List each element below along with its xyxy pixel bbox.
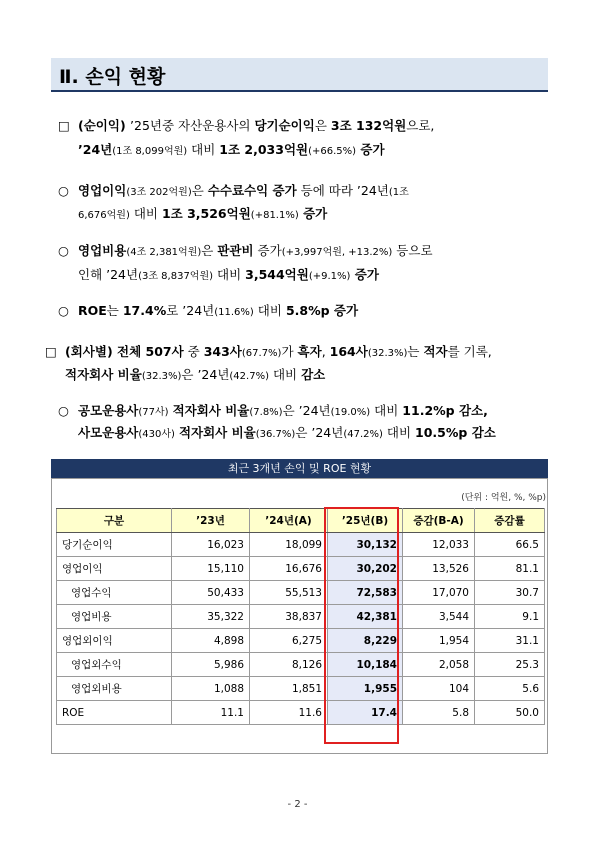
text-run: 대비 bbox=[370, 403, 403, 418]
paragraph-operating-profit-line1 bbox=[58, 182, 409, 202]
paragraph-operating-profit-line2 bbox=[78, 205, 327, 225]
text-run: 대비 bbox=[213, 267, 246, 282]
text-run: 인해 ’24년 bbox=[78, 267, 139, 282]
paragraph-runs bbox=[78, 425, 496, 440]
text-run: ’24년 bbox=[78, 142, 113, 157]
circle-bullet: ○ bbox=[58, 183, 69, 198]
text-run: (3조 202억원) bbox=[126, 187, 192, 198]
text-run: (회사별) 전체 bbox=[65, 344, 146, 359]
cell: 50.0 bbox=[475, 701, 545, 725]
text-run: 등에 따라 ’24년 bbox=[296, 183, 389, 198]
paragraph-fund-type-line2 bbox=[78, 424, 496, 444]
cell-highlight: 17.4 bbox=[328, 701, 403, 725]
paragraph-runs bbox=[78, 303, 358, 318]
cell: 11.6 bbox=[250, 701, 328, 725]
paragraph-runs bbox=[78, 403, 488, 418]
table-row bbox=[57, 581, 545, 605]
section-title-text: . 손익 현황 bbox=[71, 66, 166, 88]
text-run: 은 bbox=[201, 243, 218, 258]
text-run: 6,676억원) bbox=[78, 210, 130, 221]
paragraph-roe bbox=[58, 302, 358, 322]
text-run: , bbox=[321, 344, 330, 359]
table-row bbox=[57, 605, 545, 629]
page-number: - 2 - bbox=[287, 799, 308, 810]
text-run: 17.4% bbox=[122, 303, 167, 318]
cell: 2,058 bbox=[403, 653, 475, 677]
cell: 38,837 bbox=[250, 605, 328, 629]
cell: 18,099 bbox=[250, 533, 328, 557]
circle-bullet: ○ bbox=[58, 403, 69, 418]
cell: 50,433 bbox=[172, 581, 250, 605]
cell: 35,322 bbox=[172, 605, 250, 629]
table-title: 최근 3개년 손익 및 ROE 현황 bbox=[51, 459, 548, 478]
row-label: ROE bbox=[57, 701, 172, 725]
cell: 81.1 bbox=[475, 557, 545, 581]
cell: 1,088 bbox=[172, 677, 250, 701]
cell: 5,986 bbox=[172, 653, 250, 677]
text-run: 수수료수익 증가 bbox=[207, 183, 297, 198]
text-run: 343사 bbox=[203, 344, 242, 359]
text-run: 1조 2,033억원 bbox=[219, 142, 309, 157]
table-row bbox=[57, 653, 545, 677]
cell: 31.1 bbox=[475, 629, 545, 653]
text-run: 적자회사 비율 bbox=[172, 403, 250, 418]
text-run: 증가 bbox=[350, 267, 379, 282]
text-run: (+9.1%) bbox=[308, 271, 351, 282]
text-run: 적자회사 비율 bbox=[65, 367, 142, 382]
text-run: (32.3%) bbox=[367, 348, 408, 359]
cell: 6,275 bbox=[250, 629, 328, 653]
paragraph-runs bbox=[78, 243, 433, 258]
cell: 30.7 bbox=[475, 581, 545, 605]
text-run: 대비 bbox=[129, 206, 162, 221]
text-run: 사모운용사 bbox=[78, 425, 139, 440]
cell-highlight: 1,955 bbox=[328, 677, 403, 701]
cell: 9.1 bbox=[475, 605, 545, 629]
row-label: 영업외이익 bbox=[57, 629, 172, 653]
cell-highlight: 72,583 bbox=[328, 581, 403, 605]
text-run: 중 bbox=[183, 344, 204, 359]
text-run: 3,544억원 bbox=[245, 267, 309, 282]
text-run: 증가 bbox=[356, 142, 385, 157]
text-run: 공모운용사 bbox=[78, 403, 139, 418]
text-run: 감소 bbox=[301, 367, 326, 382]
text-run: 은 bbox=[191, 183, 208, 198]
profit-loss-table bbox=[56, 508, 545, 725]
section-title bbox=[59, 62, 165, 89]
text-run: 를 기록, bbox=[447, 344, 492, 359]
cell: 5.8 bbox=[403, 701, 475, 725]
row-label: 영업수익 bbox=[57, 581, 172, 605]
square-bullet: □ bbox=[45, 344, 57, 359]
cell: 16,023 bbox=[172, 533, 250, 557]
text-run: (1조 8,099억원) bbox=[112, 146, 188, 157]
text-run: 대비 bbox=[187, 142, 220, 157]
text-run: 증가 bbox=[253, 243, 282, 258]
text-run: (430사) bbox=[138, 429, 175, 440]
text-run: 은 ’24년 bbox=[181, 367, 230, 382]
paragraph-runs bbox=[65, 344, 492, 359]
header-year-23: ’23년 bbox=[172, 509, 250, 533]
text-run: (3조 8,837억원) bbox=[138, 271, 214, 282]
cell: 5.6 bbox=[475, 677, 545, 701]
text-run: 당기순이익 bbox=[254, 118, 315, 133]
table-row bbox=[57, 629, 545, 653]
text-run: 1조 3,526억원 bbox=[161, 206, 251, 221]
cell: 1,954 bbox=[403, 629, 475, 653]
cell: 13,526 bbox=[403, 557, 475, 581]
text-run: 로 ’24년 bbox=[166, 303, 215, 318]
table-row bbox=[57, 677, 545, 701]
text-run: (4조 2,381억원) bbox=[126, 247, 202, 258]
text-run: 164사 bbox=[329, 344, 368, 359]
text-run: (47.2%) bbox=[343, 429, 383, 440]
text-run: 507사 bbox=[145, 344, 184, 359]
table-header-row bbox=[57, 509, 545, 533]
text-run: (11.6%) bbox=[214, 307, 254, 318]
text-run: 으로, bbox=[406, 118, 435, 133]
paragraph-net-income-line1 bbox=[58, 117, 434, 135]
text-run: 은 bbox=[314, 118, 331, 133]
cell-highlight: 30,132 bbox=[328, 533, 403, 557]
text-run: 적자회사 비율 bbox=[178, 425, 256, 440]
cell: 11.1 bbox=[172, 701, 250, 725]
header-change: 증감(B-A) bbox=[403, 509, 475, 533]
cell: 4,898 bbox=[172, 629, 250, 653]
text-run: 등으로 bbox=[392, 243, 433, 258]
text-run: (+81.1%) bbox=[250, 210, 299, 221]
cell-highlight: 8,229 bbox=[328, 629, 403, 653]
circle-bullet: ○ bbox=[58, 243, 69, 258]
text-run: 가 bbox=[281, 344, 298, 359]
text-run: (+66.5%) bbox=[308, 146, 357, 157]
paragraph-runs bbox=[78, 206, 327, 221]
cell: 17,070 bbox=[403, 581, 475, 605]
text-run: (19.0%) bbox=[330, 407, 371, 418]
cell: 25.3 bbox=[475, 653, 545, 677]
cell: 104 bbox=[403, 677, 475, 701]
text-run: 영업이익 bbox=[78, 183, 127, 198]
text-run: 적자 bbox=[423, 344, 448, 359]
text-run: 증가 bbox=[298, 206, 328, 221]
table-row bbox=[57, 557, 545, 581]
text-run: 판관비 bbox=[217, 243, 254, 258]
text-run: (67.7%) bbox=[241, 348, 282, 359]
text-run: 영업비용 bbox=[78, 243, 127, 258]
table-unit-note: (단위 : 억원, %, %p) bbox=[461, 493, 546, 503]
table-row bbox=[57, 701, 545, 725]
paragraph-fund-type-line1 bbox=[58, 402, 488, 422]
text-run: (순이익) bbox=[78, 118, 131, 133]
circle-bullet: ○ bbox=[58, 303, 69, 318]
section-numeral: Ⅱ bbox=[59, 66, 72, 88]
cell: 3,544 bbox=[403, 605, 475, 629]
row-label: 영업외수익 bbox=[57, 653, 172, 677]
header-category: 구분 bbox=[57, 509, 172, 533]
paragraph-operating-expense-line1 bbox=[58, 242, 433, 262]
cell: 16,676 bbox=[250, 557, 328, 581]
cell: 15,110 bbox=[172, 557, 250, 581]
row-label: 영업이익 bbox=[57, 557, 172, 581]
section-header bbox=[51, 58, 548, 92]
text-run: (7.8%) bbox=[249, 407, 283, 418]
paragraph-runs bbox=[78, 183, 409, 198]
text-run: 은 ’24년 bbox=[282, 403, 331, 418]
text-run: 는 bbox=[106, 303, 123, 318]
paragraph-runs bbox=[78, 142, 385, 157]
text-run: 대비 bbox=[382, 425, 416, 440]
text-run: (+3,997억원, +13.2%) bbox=[281, 247, 393, 258]
row-label: 당기순이익 bbox=[57, 533, 172, 557]
cell: 8,126 bbox=[250, 653, 328, 677]
text-run: 흑자 bbox=[297, 344, 322, 359]
text-run: 5.8%p 증가 bbox=[285, 303, 359, 318]
text-run: (77사) bbox=[138, 407, 169, 418]
cell-highlight: 42,381 bbox=[328, 605, 403, 629]
table-row bbox=[57, 533, 545, 557]
header-year-24: ’24년(A) bbox=[250, 509, 328, 533]
text-run: (42.7%) bbox=[229, 371, 269, 382]
text-run: (32.3%) bbox=[141, 371, 182, 382]
paragraph-by-company-line2 bbox=[65, 366, 325, 386]
square-bullet: □ bbox=[58, 118, 70, 133]
cell: 1,851 bbox=[250, 677, 328, 701]
paragraph-net-income-line2 bbox=[78, 141, 385, 161]
cell-highlight: 30,202 bbox=[328, 557, 403, 581]
text-run: 3조 132억원 bbox=[330, 118, 407, 133]
text-run: (36.7%) bbox=[255, 429, 296, 440]
paragraph-runs bbox=[78, 267, 379, 282]
text-run: 은 ’24년 bbox=[295, 425, 344, 440]
text-run: (1조 bbox=[388, 187, 409, 198]
paragraph-operating-expense-line2 bbox=[78, 266, 379, 286]
row-label: 영업외비용 bbox=[57, 677, 172, 701]
text-run: ROE bbox=[78, 303, 107, 318]
text-run: 10.5%p 감소 bbox=[415, 425, 496, 440]
text-run: 11.2%p 감소, bbox=[402, 403, 488, 418]
paragraph-runs bbox=[65, 367, 325, 382]
header-change-rate: 증감률 bbox=[475, 509, 545, 533]
cell: 66.5 bbox=[475, 533, 545, 557]
row-label: 영업비용 bbox=[57, 605, 172, 629]
cell-highlight: 10,184 bbox=[328, 653, 403, 677]
text-run: 는 bbox=[407, 344, 424, 359]
text-run: 대비 bbox=[268, 367, 302, 382]
cell: 12,033 bbox=[403, 533, 475, 557]
text-run: ’25년중 자산운용사의 bbox=[130, 118, 255, 133]
text-run: 대비 bbox=[253, 303, 286, 318]
paragraph-by-company-line1 bbox=[45, 343, 492, 363]
cell: 55,513 bbox=[250, 581, 328, 605]
paragraph-runs bbox=[78, 118, 434, 133]
header-year-25: ’25년(B) bbox=[328, 509, 403, 533]
